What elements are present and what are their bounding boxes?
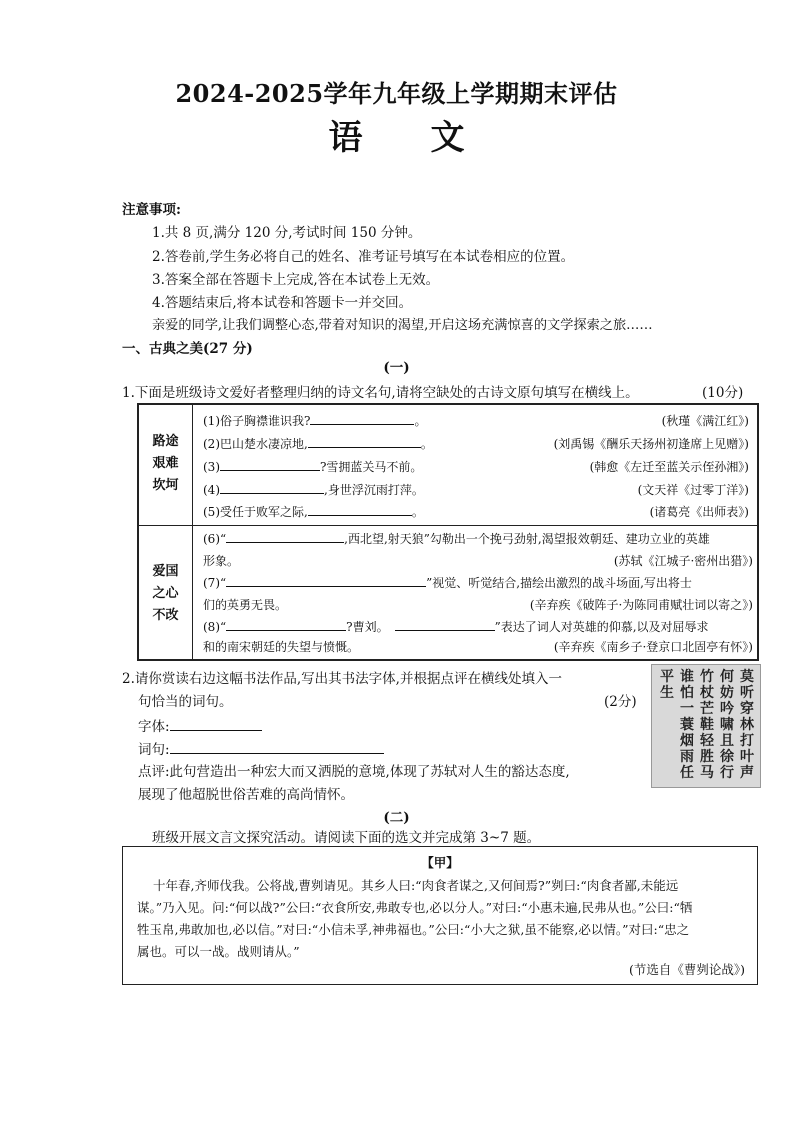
row-text: (7)“: [203, 576, 227, 590]
row-source: (韩愈《左迁至蓝关示侄孙湘》): [589, 460, 749, 474]
poem-row-1: [203, 411, 749, 431]
calligraphy-column: 竹杖芒鞋轻胜马: [700, 669, 714, 781]
answer-blank-6[interactable]: [226, 530, 344, 543]
row-text: 。: [411, 505, 424, 519]
row-text: (4): [203, 483, 220, 497]
row-text: 们的英勇无畏。: [203, 598, 288, 612]
row-text: ,西北望,射天狼”勾勒出一个挽弓劲射,渴望报效朝廷、建功立业的英雄: [344, 532, 710, 546]
row-text: ”表达了词人对英雄的仰慕,以及对屈辱求: [494, 620, 709, 634]
notice-item-1: 1.共 8 页,满分 120 分,考试时间 150 分钟。: [152, 225, 422, 241]
notice-heading: 注意事项:: [122, 202, 181, 218]
answer-blank-3[interactable]: [220, 458, 320, 471]
table-vertical-divider: [192, 405, 193, 659]
row-text: (2)巴山楚水凄凉地,: [203, 437, 308, 451]
font-answer-blank[interactable]: [170, 718, 262, 731]
category-patriotism: [139, 561, 192, 627]
q2-comment-1: 点评:此句营造出一种宏大而又洒脱的意境,体现了苏轼对人生的豁达态度,: [138, 764, 570, 780]
table-horizontal-divider: [139, 525, 757, 526]
category-line: 之心: [152, 586, 179, 601]
category-line: 不改: [152, 608, 179, 623]
poem-row-8-cont: [203, 637, 753, 657]
q1-score: (10分): [702, 385, 744, 401]
q2-prompt-2: 句恰当的词句。: [138, 694, 233, 710]
row-text: 形象。: [203, 554, 240, 568]
calligraphy-column: 何妨吟啸且徐行: [720, 669, 734, 781]
row-text: (1)俗子胸襟谁识我?: [203, 414, 311, 428]
part2-label: (二): [383, 810, 410, 826]
notice-item-2: 2.答卷前,学生务必将自己的姓名、准考证号填写在本试卷相应的位置。: [152, 249, 575, 265]
row-source: (苏轼《江城子·密州出猎》): [613, 554, 753, 568]
row-text: ?雪拥蓝关马不前。: [320, 460, 423, 474]
answer-blank-8b[interactable]: [395, 618, 495, 631]
answer-blank-7[interactable]: [226, 574, 426, 587]
calligraphy-column: 平生: [660, 669, 674, 701]
poem-row-6: [203, 529, 710, 549]
poem-row-5: [203, 502, 749, 522]
part1-label: (一): [383, 360, 410, 376]
answer-blank-8a[interactable]: [226, 618, 346, 631]
answer-blank-1[interactable]: [310, 412, 414, 425]
calligraphy-column: 莫听穿林打叶声: [740, 669, 754, 781]
calligraphy-column: 谁怕一蓑烟雨任: [680, 669, 694, 781]
greeting: 亲爱的同学,让我们调整心态,带着对知识的渴望,开启这场充满惊喜的文学探索之旅……: [152, 318, 653, 333]
row-source: (辛弃疾《南乡子·登京口北固亭有怀》): [553, 640, 753, 654]
exam-title: 2024-2025学年九年级上学期期末评估: [175, 79, 618, 108]
passage-heading: 【甲】: [421, 855, 459, 870]
category-line: 路途: [152, 434, 179, 449]
row-text: 和的南宋朝廷的失望与愤慨。: [203, 640, 360, 654]
passage-box: [122, 846, 758, 985]
part2-intro: 班级开展文言文探究活动。请阅读下面的选文并完成第 3~7 题。: [152, 830, 541, 846]
row-source: (文天祥《过零丁洋》): [637, 483, 749, 497]
poem-row-4: [203, 480, 749, 500]
poem-row-7-cont: [203, 595, 753, 615]
q2-score: (2分): [604, 694, 637, 710]
passage-source: (节选自《曹刿论战》): [628, 962, 745, 977]
poem-row-2: [203, 434, 749, 454]
poetry-table: [137, 403, 759, 661]
category-line: 艰难: [152, 456, 179, 471]
passage-line: 十年春,齐师伐我。公将战,曹刿请见。其乡人曰:“肉食者谋之,又何间焉?”刿曰:“肉食者鄙,未能远: [153, 878, 679, 893]
notice-item-4: 4.答题结束后,将本试卷和答题卡一并交回。: [152, 295, 413, 311]
poem-row-6-cont: [203, 551, 753, 571]
category-hardship: [139, 431, 192, 497]
font-answer-row: [138, 715, 262, 735]
answer-blank-2[interactable]: [308, 435, 421, 448]
row-text: (6)“: [203, 532, 227, 546]
section1-heading: 一、古典之美(27 分): [122, 341, 253, 357]
answer-blank-5[interactable]: [308, 503, 412, 516]
answer-blank-4[interactable]: [220, 481, 324, 494]
row-text: (8)“: [203, 620, 227, 634]
row-source: (诸葛亮《出师表》): [649, 505, 749, 519]
notice-item-3: 3.答案全部在答题卡上完成,答在本试卷上无效。: [152, 272, 440, 288]
row-source: (辛弃疾《破阵子·为陈同甫赋壮词以寄之》): [529, 598, 753, 612]
row-source: (秋瑾《满江红》): [661, 414, 749, 428]
row-text: 。: [414, 414, 427, 428]
category-line: 爱国: [152, 564, 179, 579]
subject-title: 语文: [328, 118, 533, 158]
row-text: ?曹刘。: [346, 620, 389, 634]
passage-line: 属也。可以一战。战则请从。”: [137, 944, 300, 959]
row-text: 。: [420, 437, 433, 451]
font-label: 字体:: [138, 719, 170, 735]
passage-line: 牲玉帛,弗敢加也,必以信。”对曰:“小信未孚,神弗福也。”公曰:“小大之狱,虽不能察,必以情。”对曰:“忠之: [137, 922, 690, 937]
category-line: 坎坷: [152, 478, 179, 493]
row-text: ”视觉、听觉结合,描绘出激烈的战斗场面,写出将士: [426, 576, 692, 590]
line-answer-blank[interactable]: [170, 741, 384, 754]
calligraphy-image: [651, 664, 761, 788]
q2-comment-2: 展现了他超脱世俗苦难的高尚情怀。: [138, 787, 354, 803]
line-answer-row: [138, 738, 384, 758]
line-label: 词句:: [138, 742, 170, 758]
poem-row-7: [203, 573, 692, 593]
passage-line: 谋。”乃入见。问:“何以战?”公曰:“衣食所安,弗敢专也,必以分人。”对曰:“小惠未遍,民弗从也。”公曰:“牺: [137, 900, 693, 915]
poem-row-3: [203, 457, 749, 477]
q2-prompt-1: 2.请你赏读右边这幅书法作品,写出其书法字体,并根据点评在横线处填入一: [122, 671, 562, 687]
row-text: (5)受任于败军之际,: [203, 505, 308, 519]
poem-row-8: [203, 617, 709, 637]
row-text: (3): [203, 460, 220, 474]
row-source: (刘禹锡《酬乐天扬州初逢席上见赠》): [553, 437, 749, 451]
row-text: ,身世浮沉雨打萍。: [324, 483, 424, 497]
q1-prompt: 1.下面是班级诗文爱好者整理归纳的诗文名句,请将空缺处的古诗文原句填写在横线上。: [122, 385, 639, 401]
